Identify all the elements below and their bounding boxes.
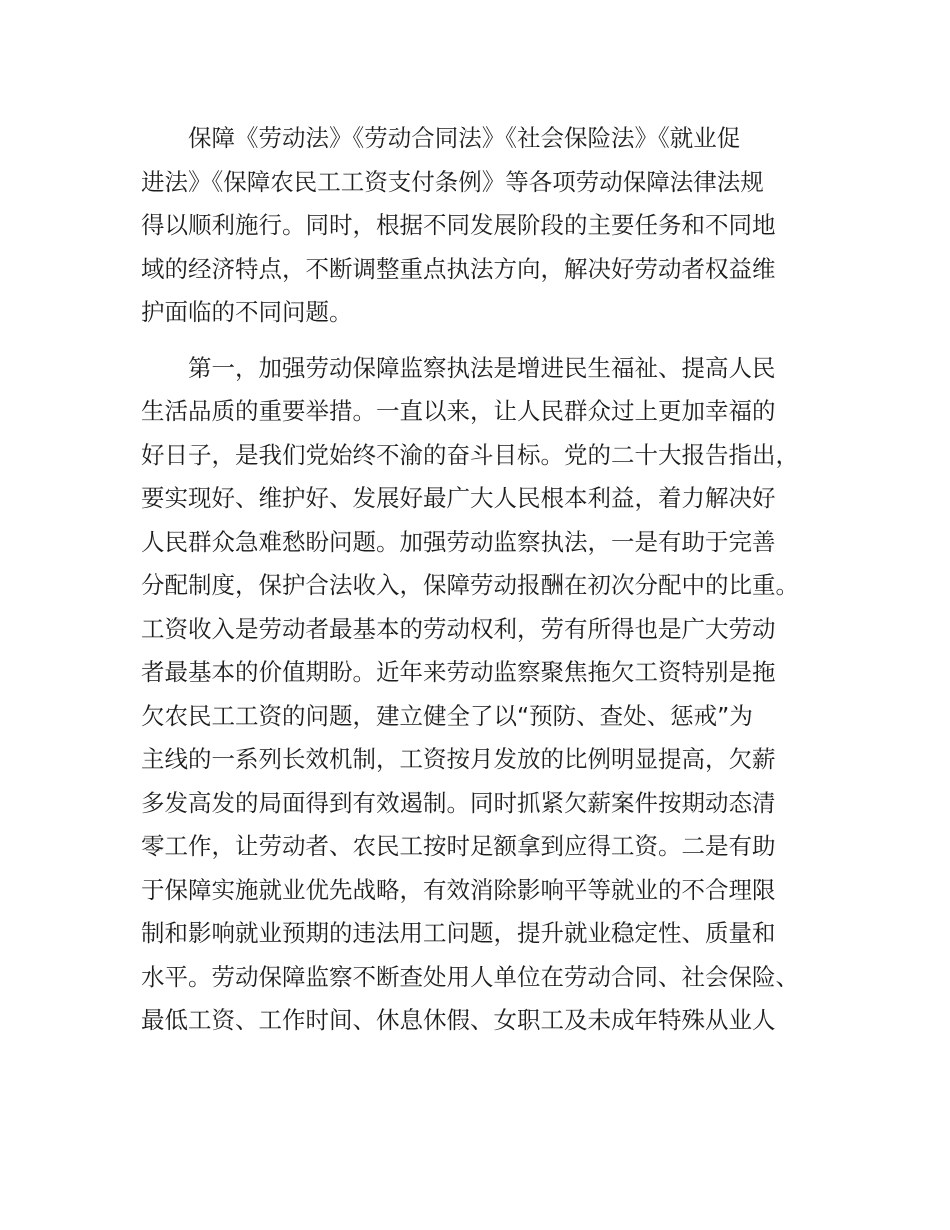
paragraph-line: 者最基本的价值期盼。近年来劳动监察聚焦拖欠工资特别是拖	[141, 658, 776, 686]
paragraph-line: 工资收入是劳动者最基本的劳动权利，劳有所得也是广大劳动	[141, 614, 776, 643]
paragraph-spacer	[141, 335, 841, 347]
paragraph-line: 第一，加强劳动保障监察执法是增进民生福祉、提高人民	[188, 353, 776, 382]
paragraph	[141, 347, 841, 1043]
paragraph-line: 域的经济特点，不断调整重点执法方向，解决好劳动者权益维	[141, 254, 776, 283]
document-body	[141, 117, 841, 1043]
paragraph-line: 分配制度，保护合法收入，保障劳动报酬在初次分配中的比重。	[141, 571, 799, 599]
paragraph-line: 进法》《保障农民工工资支付条例》等各项劳动保障法律法规	[141, 167, 764, 196]
paragraph-line: 水平。劳动保障监察不断查处用人单位在劳动合同、社会保险、	[141, 962, 799, 991]
paragraph-line: 人民群众急难愁盼问题。加强劳动监察执法，一是有助于完善	[141, 527, 776, 556]
paragraph-line: 保障《劳动法》《劳动合同法》《社会保险法》《就业促	[188, 124, 741, 152]
paragraph-line: 于保障实施就业优先战略，有效消除影响平等就业的不合理限	[141, 875, 776, 904]
paragraph	[141, 117, 841, 335]
paragraph-line: 生活品质的重要举措。一直以来，让人民群众过上更加幸福的	[141, 397, 776, 425]
paragraph-line: 最低工资、工作时间、休息休假、女职工及未成年特殊从业人	[141, 1006, 776, 1034]
paragraph-line: 得以顺利施行。同时，根据不同发展阶段的主要任务和不同地	[141, 211, 776, 239]
paragraph-line: 欠农民工工资的问题，建立健全了以“预防、查处、惩戒”为	[141, 701, 753, 730]
paragraph-line: 多发高发的局面得到有效遏制。同时抓紧欠薪案件按期动态清	[141, 788, 776, 817]
paragraph-line: 好日子，是我们党始终不渝的奋斗目标。党的二十大报告指出，	[141, 440, 799, 469]
paragraph-line: 零工作，让劳动者、农民工按时足额拿到应得工资。二是有助	[141, 832, 776, 860]
paragraph-line: 制和影响就业预期的违法用工问题，提升就业稳定性、质量和	[141, 919, 776, 947]
paragraph-line: 主线的一系列长效机制，工资按月发放的比例明显提高，欠薪	[141, 745, 776, 773]
paragraph-line: 要实现好、维护好、发展好最广大人民根本利益，着力解决好	[141, 484, 776, 512]
paragraph-line: 护面临的不同问题。	[141, 298, 353, 326]
